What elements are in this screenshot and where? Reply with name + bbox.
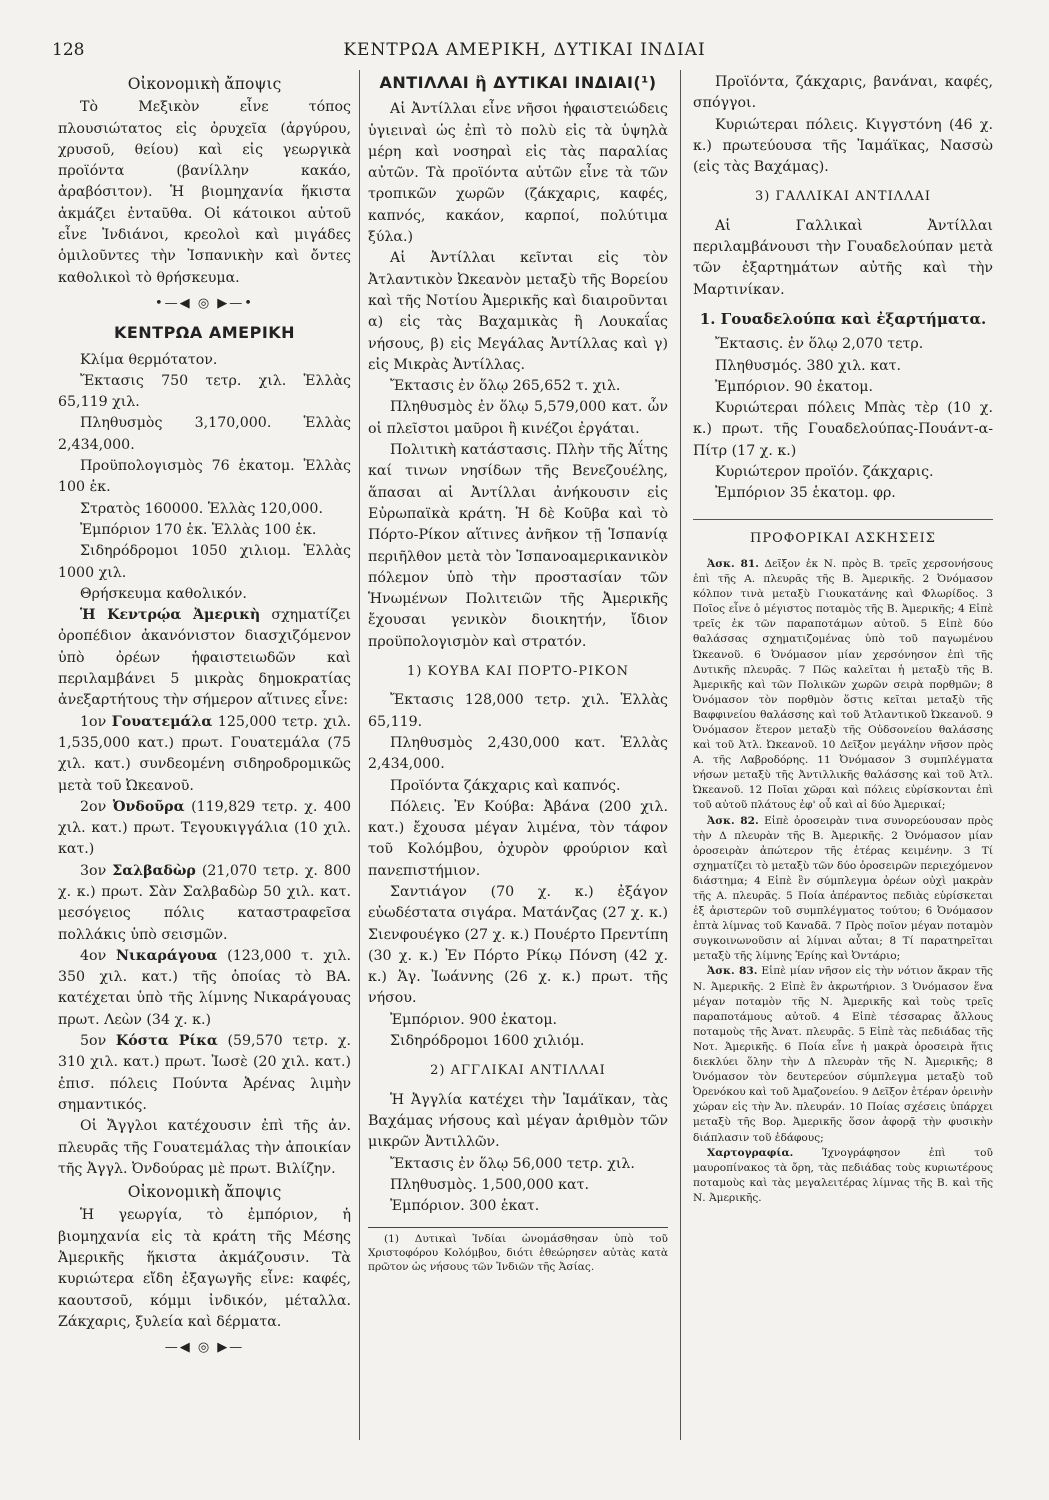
fact-line: Ἔκτασις 128,000 τετρ. χιλ. Ἑλλὰς 65,119. [368,692,668,730]
republic-text: (59,570 τετρ. χ. 310 χιλ. κατ.) πρωτ. Ἰωσὲ (20 χιλ. κατ.) ἐπισ. πόλεις Πούντα Ἀρένας λιμὴν σημαντικός. [58,1033,351,1113]
fact-line: Πληθυσμὸς ἐν ὅλῳ 5,579,000 κατ. ὧν οἱ πλεῖστοι μαῦροι ἢ κινέζοι ἐργάται. [368,399,668,437]
section-heading: ΚΕΝΤΡΩΑ ΑΜΕΡΙΚΗ [113,323,296,343]
section-heading: ΠΡΟΦΟΡΙΚΑΙ ΑΣΚΗΣΕΙΣ [750,530,936,546]
fact-line: Πληθυσμὸς. 1,500,000 κατ. [390,1176,589,1193]
fact-line: Σιδηρόδρομοι 1600 χιλιόμ. [390,1033,585,1050]
exercise-label: Ἀσκ. 81. [707,557,759,570]
republic-text: (119,829 τετρ. χ. 400 χιλ. κατ.) πρωτ. Τεγουκιγγάλια (10 χιλ. κατ.) [58,798,352,858]
fact-line: Ἔκτασις. ἐν ὅλῳ 2,070 τετρ. [715,336,924,353]
paragraph: Οἱ Ἄγγλοι κατέχουσιν ἐπὶ τῆς ἀν. πλευρᾶς τῆς Γουατεμάλας τὴν ἀποικίαν τῆς Ἀγγλ. Ὀνδούρας μὲ πρωτ. Βιλίζην. [58,1118,351,1177]
fact-line: Πληθυσμὸς 2,430,000 κατ. Ἑλλὰς 2,434,000. [368,734,668,773]
exercise-label: Ἀσκ. 83. [707,965,758,978]
section-heading: Οἰκονομικὴ ἄποψις [127,1183,282,1202]
republic-number: 2ον [80,798,107,815]
column-rule [680,70,681,1440]
paragraph: Ἡ γεωργία, τὸ ἐμπόριον, ἡ βιομηχανία εἰς τὰ κράτη τῆς Μέσης Ἀμερικῆς ἥκιστα ἀκμάζουσιν. Τὰ κυριώτερα εἴδη ἐξαγωγῆς εἶνε: καφές, καουτσοῦ, κόμμι ἰνδικόν, μέταλλα. Ζάκχαρις, ξυλεία καὶ δέρματα. [58,1207,351,1330]
republic-name: Νικαράγουα [116,947,218,964]
paragraph: Τὸ Μεξικὸν εἶνε τόπος πλουσιώτατος εἰς ὀρυχεῖα (ἀργύρου, χρυσοῦ, θείου) καὶ εἰς γεωργικὰ προϊόντα (βανίλλην κακάο, ἀραβόσιτον). Ἡ βιομηχανία ἥκιστα ἀκμάζει ἐνταῦθα. Οἱ κάτοικοι αὐτοῦ εἶνε Ἰνδιάνοι, κρεολοὶ καὶ μιγάδες ὁμιλοῦντες τὴν Ἰσπανικὴν καὶ ὄντες καθολικοὶ τὸ θρήσκευμα. [58,99,351,286]
exercises [693,557,993,1206]
exercise-label: Χαρτογραφία. [707,1146,794,1159]
ornament-divider: •—◀ ◎ ▶—• [155,295,254,311]
republic-text: 125,000 τετρ. χιλ. 1,535,000 κατ.) πρωτ. Γουατεμάλα (75 χιλ. κατ.) συνδεομένη σιδηροδρομικῶς μετὰ τοῦ Ὠκεανοῦ. [58,713,351,794]
republic-entry [58,712,351,797]
exercise-text: Εἰπὲ ὀροσειρὰν τινα συνορεύουσαν πρὸς τὴν Δ πλευρὰν τῆς Β. Ἀμερικῆς. 2 Ὀνόμασον μίαν ὀροσειρὰν ἀπώτερον τῆς ἑτέρας κειμένην. 3 Τί σχηματίζει τὸ μεταξὺ τῶν δύο ὀροσειρῶν περιεχόμενον διάστημα; 4 Εἰπὲ ἓν σύμπλεγμα ὀρέων οὐχὶ μακρὰν τῆς Α. πλευρᾶς. 5 Ποία ἀπέραντος πεδιὰς εὑρίσκεται ἐξ ἀριστερῶν τοῦ συμπλέγματος τούτου; 6 Ὀνόμασον ἑπτὰ λίμνας τοῦ Καναδᾶ. 7 Πρὸς ποῖον μέγαν ποταμὸν συγκοινωνοῦσιν αἱ λίμναι αὗται; 8 Τί παρατηρεῖται μεταξὺ τῆς λίμνης Ἐρίης καὶ Ὀντάριο; [693,814,994,963]
paragraph: Κυριώτεραι πόλεις. Κιγγστόνη (46 χ. κ.) πρωτεύουσα τῆς Ἰαμάϊκας, Νασσὼ (εἰς τὰς Βαχάμας). [693,116,993,176]
republic-number: 5ον [80,1033,107,1050]
subsection-heading: 3) ΓΑΛΛΙΚΑΙ ΑΝΤΙΛΛΑΙ [754,189,932,205]
paragraph: Πολιτικὴ κατάστασις. Πλὴν τῆς Ἀΐτης καί τινων νησίδων τῆς Βενεζουέλης, ἅπασαι αἱ Ἀντίλλαι ἀνήκουσιν εἰς Εὐρωπαϊκὰ κράτη. Ἡ δὲ Κοῦβα καὶ τὸ Πόρτο-Ρίκον αἵτινες ἀνῆκον τῇ Ἱσπανίᾳ περιῆλθον μετὰ τὸν Ἱσπανοαμερικανικὸν πόλεμον ὑπὸ τὴν προστασίαν τῶν Ἡνωμένων Πολιτειῶν τῆς Ἀμερικῆς ἔχουσαι γενικὸν διοικητήν, ἴδιον προϋπολογισμὸν καὶ στρατόν. [368,442,668,650]
republic-text: (21,070 τετρ. χ. 800 χ. κ.) πρωτ. Σὰν Σαλβαδὼρ 50 χιλ. κατ. μεσόγειος πόλις καταστραφεῖσα πολλάκις ὑπὸ σεισμῶν. [58,862,351,943]
column-2 [368,72,668,1274]
fact-line: Ἔκτασις 750 τετρ. χιλ. Ἑλλὰς 65,119 χιλ. [58,372,351,411]
exercise [693,964,993,1145]
page-number: 128 [52,40,85,60]
exercise [693,1146,993,1206]
republic-entry [58,797,351,861]
republic-name: Κόστα Ρίκα [115,1033,218,1050]
fact-line: Στρατὸς 160000. Ἑλλὰς 120,000. [80,500,323,517]
fact-line: Προϊόντα ζάκχαρις καὶ καπνός. [390,777,621,794]
paragraph: Πόλεις. Ἐν Κούβα: Ἀβάνα (200 χιλ. κατ.) ἔχουσα μέγαν λιμένα, τὸν τάφον τοῦ Κολόμβου, ὀχυρὸν φρούριον καὶ πανεπιστήμιον. [368,798,668,879]
republic-entry [58,946,351,1031]
subsection-heading: 1. Γουαδελούπα καὶ ἐξαρτήματα. [699,309,987,328]
fact-line: Θρήσκευμα καθολικόν. [80,585,247,602]
subsection-heading: 2) ΑΓΓΛΙΚΑΙ ΑΝΤΙΛΛΑΙ [430,1063,606,1079]
exercise-text: Ἰχνογράφησον ἐπὶ τοῦ μαυροπίνακος τὰ ὄρη, τὰς πεδιάδας τοὺς κυριωτέρους ποταμοὺς καὶ τὰς μεγαλειτέρας λίμνας τῆς Β. καὶ τῆς Ν. Ἀμερικῆς. [693,1146,993,1204]
exercise [693,814,993,965]
fact-line: Κυριώτερον προϊόν. ζάκχαρις. [715,464,934,481]
fact-line: Ἔκτασις ἐν ὅλῳ 265,652 τ. χιλ. [390,378,621,395]
footnote: (1) Δυτικαὶ Ἰνδίαι ὠνομάσθησαν ὑπὸ τοῦ Χριστοφόρου Κολόμβου, διότι ἐθεώρησεν αὐτὰς κατὰ πρῶτον ὡς νήσους τῶν Ἰνδιῶν τῆς Ἀσίας. [368,1227,668,1274]
section-heading: Οἰκονομικὴ ἄποψις [127,75,282,93]
column-1 [58,72,351,1363]
exercise-text: Δεῖξον ἐκ Ν. πρὸς Β. τρεῖς χερσονήσους ἐπὶ τῆς Α. πλευρᾶς τῆς Β. Ἀμερικῆς. 2 Ὀνόμασον κόλπον τινὰ μεταξὺ Γιουκατάνης καὶ Φλωρίδος. 3 Ποῖος εἶνε ὁ μέγιστος ποταμὸς τῆς Β. Ἀμερικῆς; 4 Εἰπὲ τρεῖς ἐκ τῶν παραποτάμων αὐτοῦ. 5 Εἰπὲ δύο θαλάσσας σχηματιζομένας ὑπὸ τοῦ παγωμένου Ὠκεανοῦ. 6 Ὀνόμασον μίαν χερσόνησον ἐπὶ τῆς Δυτικῆς πλευρᾶς. 7 Πῶς καλεῖται ἡ μεταξὺ τῆς Β. Ἀμερικῆς καὶ τῶν Πολικῶν χωρῶν σειρὰ πορθμῶν; 8 Ὀνόμασον τὸν πορθμὸν ὅστις κεῖται μεταξὺ τῆς Βαφφινείου θαλάσσης καὶ τοῦ Ἀτλαντικοῦ Ὠκεανοῦ. 9 Ὀνόμασον ἕτερον μεταξὺ τῆς Οὐδσονείου θαλάσσης καὶ τοῦ Ἀτλ. Ὠκεανοῦ. 10 Δεῖξον μεγάλην νῆσον πρὸς Α. τῆς Λαβροδόρης. 11 Ὀνόμασον 3 συμπλέγματα νήσων μεταξὺ τῆς Ἀντιλλικῆς θαλάσσης καὶ τοῦ Ἀτλ. Ὠκεανοῦ. 12 Ποῖαι χῶραι καὶ πόλεις εὑρίσκονται ἐπὶ τοῦ αὐτοῦ πλάτους ἐφ' οὗ καὶ αἱ δύο Ἀμερικαί; [693,557,994,812]
paragraph: Αἱ Ἀντίλλαι κεῖνται εἰς τὸν Ἀτλαντικὸν Ὠκεανὸν μεταξὺ τῆς Βορείου καὶ τῆς Νοτίου Ἀμερικῆς καὶ διαιροῦνται α) εἰς τὰς Βαχαμικὰς ἢ Λουκαΐας νήσους, β) εἰς Μεγάλας Ἀντίλλας καὶ γ) εἰς Μικρὰς Ἀντίλλας. [368,250,668,373]
subsection-heading: 1) ΚΟΥΒΑ ΚΑΙ ΠΟΡΤΟ-ΡΙΚΟΝ [407,664,629,680]
column-rule [359,70,360,1440]
republic-text: (123,000 τ. χιλ. 350 χιλ. κατ.) τῆς ὁποίας τὸ ΒΑ. κατέχεται ὑπὸ τῆς λίμνης Νικαράγουας πρωτ. Λεὼν (34 χ. κ.) [58,947,351,1028]
republic-entry [58,861,351,946]
ornament-divider: —◀ ◎ ▶— [164,1340,245,1356]
paragraph: Αἱ Ἀντίλλαι εἶνε νῆσοι ἡφαιστειώδεις ὑγιειναὶ ὡς ἐπὶ τὸ πολὺ εἰς τὰ ὑψηλὰ μέρη καὶ νοσηραὶ εἰς τὰς παραλίας αὐτῶν. Τὰ προϊόντα αὐτῶν εἶνε τὰ τῶν τροπικῶν χωρῶν (ζάκχαρις, καφές, καπνός, κακάον, καρποί, πολύτιμα ξύλα.) [368,101,668,246]
bold-term: Ἡ Κεντρῴα Ἀμερικὴ [80,607,261,624]
exercise-label: Ἀσκ. 82. [707,814,759,827]
section-heading: ΑΝΤΙΛΛΑΙ ἢ ΔΥΤΙΚΑΙ ΙΝΔΙΑΙ(¹) [379,73,657,92]
fact-line: Σιδηρόδρομοι 1050 χιλιομ. Ἑλλὰς 1000 χιλ. [58,543,351,581]
republic-name: Σαλβαδὼρ [112,862,196,879]
republic-number: 4ον [80,947,107,964]
exercise [693,557,993,814]
republic-name: Ὀνδοῦρα [112,798,185,815]
fact-line: Ἐμπόριον. 90 ἑκατομ. [715,378,874,395]
fact-line: Ἐμπόριον. 900 ἑκατομ. [390,1011,558,1028]
paragraph: Σαντιάγον (70 χ. κ.) ἐξάγον εὐωδέστατα σιγάρα. Ματάνζας (27 χ. κ.) Σιενφουέγκο (27 χ. κ.) Πουέρτο Πρεντίπη (30 χ. κ.) Ἐν Πόρτο Ρίκῳ Πόνση (42 χ. κ.) Ἁγ. Ἰωάννης (26 χ. κ.) πρωτ. τῆς νήσου. [368,883,668,1007]
exercise-text: Εἰπὲ μίαν νῆσον εἰς τὴν νότιον ἄκραν τῆς Ν. Ἀμερικῆς. 2 Εἰπὲ ἓν ἀκρωτήριον. 3 Ὀνόμασον ἕνα μέγαν ποταμὸν τῆς Ν. Ἀμερικῆς καὶ τοὺς τρεῖς παραποτάμους αὐτοῦ. 4 Εἰπὲ τέσσαρας ἄλλους ποταμοὺς τῆς Ἀνατ. πλευρᾶς. 5 Εἰπὲ τὰς πεδιάδας τῆς Νοτ. Ἀμερικῆς. 6 Ποία εἶνε ἡ μακρὰ ὀροσειρὰ ἥτις διεκλύει ὅλην τὴν Δ πλευρὰν τῆς Ν. Ἀμερικῆς; 8 Ὀνόμασον τὸν δευτερεύον σύμπλεγμα μεταξὺ τοῦ Ὀρενόκου καὶ τοῦ Ἀμαζονείου. 9 Δεῖξον ἑτέραν ὀρεινὴν χώραν εἰς τὴν Ἀν. πλευράν. 10 Ποίας σχέσεις ὑπάρχει μεταξὺ τῆς Βορ. Ἀμερικῆς ὅσον ἀφορᾷ τὴν φυσικὴν διάπλασιν τοῦ ἐδάφους; [693,965,993,1144]
fact-line: Πληθυσμός. 380 χιλ. κατ. [715,357,902,374]
fact-line: Κλίμα θερμότατον. [80,351,218,368]
republic-entry [58,1031,351,1116]
republic-name: Γουατεμάλα [111,713,213,730]
fact-line: Προϋπολογισμὸς 76 ἑκατομ. Ἑλλὰς 100 ἑκ. [58,458,351,496]
running-head: ΚΕΝΤΡΩΑ ΑΜΕΡΙΚΗ, ΔΥΤΙΚΑΙ ΙΝΔΙΑΙ [343,40,706,60]
paragraph: Ἡ Ἀγγλία κατέχει τὴν Ἰαμάϊκαν, τὰς Βαχάμας νήσους καὶ μέγαν ἀριθμὸν τῶν μικρῶν Ἀντιλλῶν. [368,1091,668,1151]
paragraph [58,605,351,711]
divider [693,519,993,520]
fact-line: Ἐμπόριον 35 ἑκατομ. φρ. [715,485,896,502]
republic-number: 1ον [80,713,107,730]
fact-line: Ἐμπόριον. 300 ἑκατ. [390,1198,540,1215]
paragraph: Αἱ Γαλλικαὶ Ἀντίλλαι περιλαμβάνουσι τὴν Γουαδελούπαν μετὰ τῶν ἐξαρτημάτων αὐτῆς καὶ τὴν Μαρτινίκαν. [693,217,993,298]
fact-line: Ἔκτασις ἐν ὅλῳ 56,000 τετρ. χιλ. [390,1155,635,1172]
republic-number: 3ον [80,862,107,879]
fact-line: Προϊόντα, ζάκχαρις, βανάναι, καφές, σπόγγοι. [693,74,993,112]
paragraph-text: σχηματίζει ὀροπέδιον ἀκανόνιστον διασχιζόμενον ὑπὸ ὀρέων ἡφαιστειωδῶν καὶ περιλαμβάνει 5 μικρὰς δημοκρατίας ἀνεξαρτήτους τὴν σήμερον αἵτινες εἶνε: [58,607,351,709]
fact-line: Πληθυσμὸς 3,170,000. Ἑλλὰς 2,434,000. [58,415,351,453]
column-3 [693,72,993,1206]
fact-line: Ἐμπόριον 170 ἑκ. Ἑλλὰς 100 ἑκ. [80,521,317,538]
paragraph: Κυριώτεραι πόλεις Μπὰς τὲρ (10 χ. κ.) πρωτ. τῆς Γουαδελούπας-Πουάντ-α-Πίτρ (17 χ. κ.) [693,400,993,459]
